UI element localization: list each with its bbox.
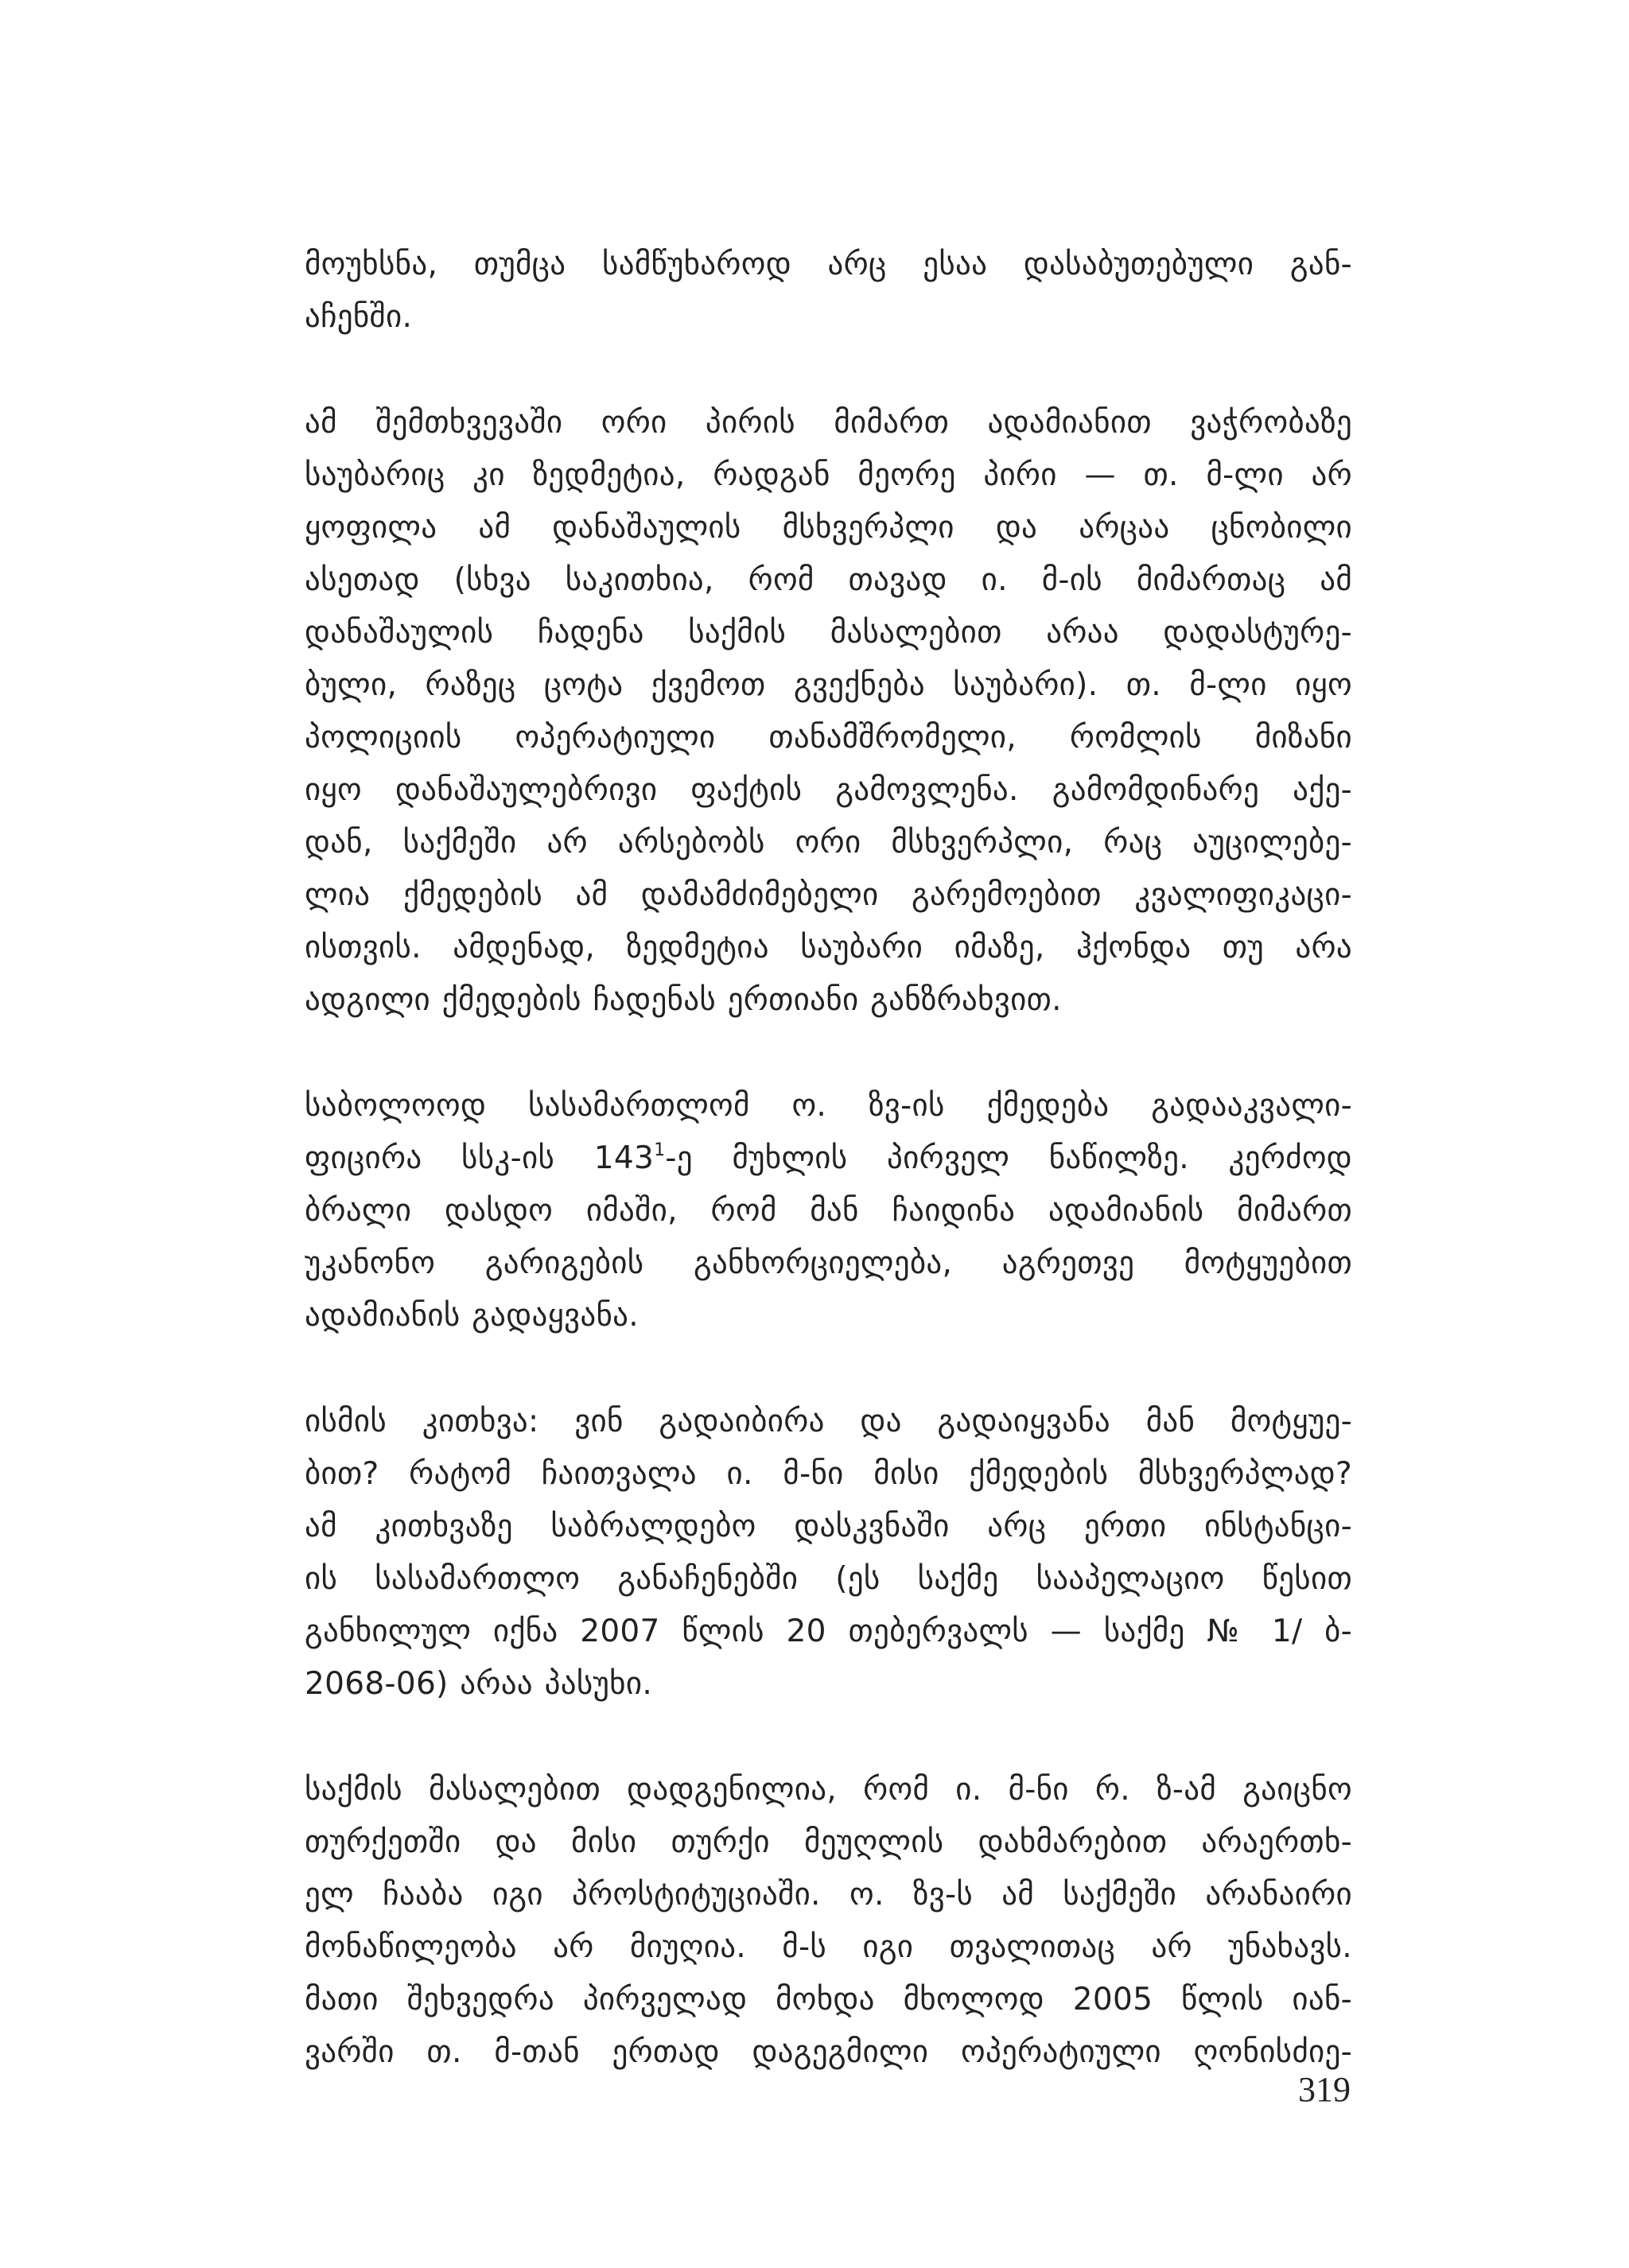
text-line: პოლიციის ოპერატიული თანამშრომელი, რომლის მიზანი <box>305 720 1352 755</box>
text-line: დანაშაულის ჩადენა საქმის მასალებით არაა დადასტურე- <box>305 615 1352 650</box>
text-line: თურქეთში და მისი თურქი მეუღლის დახმარებით არაერთხ- <box>305 1824 1352 1860</box>
text-line: მონაწილეობა არ მიუღია. მ-ს იგი თვალითაც არ უნახავს. <box>305 1929 1352 1965</box>
text-line <box>305 1132 1352 1185</box>
text-line: ასეთად (სხვა საკითხია, რომ თავად ი. მ-ის მიმართაც ამ <box>305 562 1352 598</box>
text-line: ის სასამართლო განაჩენებში (ეს საქმე სააპელაციო წესით <box>305 1561 1352 1597</box>
text-line: ბით? რატომ ჩაითვალა ი. მ-ნი მისი ქმედების მსხვერპლად? <box>305 1456 1352 1492</box>
text-line: ბული, რაზეც ცოტა ქვემოთ გვექნება საუბარი). თ. მ-ლი იყო <box>305 667 1352 703</box>
text-line: მოუხსნა, თუმცა სამწუხაროდ არც ესაა დასაბუთებული გან- <box>305 247 1352 282</box>
text-line: ამ შემთხვევაში ორი პირის მიმართ ადამიანით ვაჭრობაზე <box>305 405 1352 441</box>
text-line: საბოლოოდ სასამართლომ ო. ზვ-ის ქმედება გადააკვალი- <box>305 1088 1352 1124</box>
text-line: იყო დანაშაულებრივი ფაქტის გამოვლენა. გამომდინარე აქე- <box>305 772 1352 808</box>
paragraph <box>305 1080 1352 1342</box>
text-line: ადგილი ქმედების ჩადენას ერთიანი განზრახვით. <box>305 982 1062 1018</box>
text-line: ბრალი დასდო იმაში, რომ მან ჩაიდინა ადამიანის მიმართ <box>305 1193 1352 1229</box>
text-line: 2068-06) არაა პასუხი. <box>305 1666 653 1702</box>
paragraph <box>305 1764 1352 2079</box>
text-line: საქმის მასალებით დადგენილია, რომ ი. მ-ნი რ. ზ-ამ გაიცნო <box>305 1772 1352 1808</box>
text-line: ყოფილა ამ დანაშაულის მსხვერპლი და არცაა ცნობილი <box>305 510 1352 546</box>
page-number: 319 <box>1298 2070 1351 2109</box>
paragraph <box>305 239 1352 344</box>
text-line: ელ ჩააბა იგი პროსტიტუციაში. ო. ზვ-ს ამ საქმეში არანაირი <box>305 1877 1352 1913</box>
text-line: ისმის კითხვა: ვინ გადაიბირა და გადაიყვანა მან მოტყუე- <box>305 1404 1352 1439</box>
text-line: ამ კითხვაზე საბრალდებო დასკვნაში არც ერთი ინსტანცი- <box>305 1509 1352 1544</box>
text-line: ვარში თ. მ-თან ერთად დაგეგმილი ოპერატიული ღონისძიე- <box>305 2034 1352 2070</box>
text-line: ისთვის. ამდენად, ზედმეტია საუბარი იმაზე, ჰქონდა თუ არა <box>305 930 1352 965</box>
text-line: განხილულ იქნა 2007 წლის 20 თებერვალს — საქმე № 1/ ბ- <box>305 1614 1352 1649</box>
superscript: 1 <box>654 1140 666 1160</box>
text-line: აჩენში. <box>305 299 413 335</box>
text-line: უკანონო გარიგების განხორციელება, აგრეთვე მოტყუებით <box>305 1245 1352 1281</box>
text-line: დან, საქმეში არ არსებობს ორი მსხვერპლი, რაც აუცილებე- <box>305 825 1352 860</box>
document-body <box>305 239 1352 2132</box>
text-fragment: ფიცირა სსკ-ის 143 <box>305 1140 655 1176</box>
text-line: ლია ქმედების ამ დამამძიმებელი გარემოებით კვალიფიკაცი- <box>305 877 1352 913</box>
text-line: საუბარიც კი ზედმეტია, რადგან მეორე პირი — თ. მ-ლი არ <box>305 457 1352 493</box>
paragraph <box>305 1396 1352 1711</box>
text-line: მათი შეხვედრა პირველად მოხდა მხოლოდ 2005 წლის იან- <box>305 1982 1352 2018</box>
text-fragment: -ე მუხლის პირველ ნაწილზე. კერძოდ <box>665 1140 1352 1176</box>
text-line: ადამიანის გადაყვანა. <box>305 1298 639 1334</box>
paragraph <box>305 397 1352 1027</box>
